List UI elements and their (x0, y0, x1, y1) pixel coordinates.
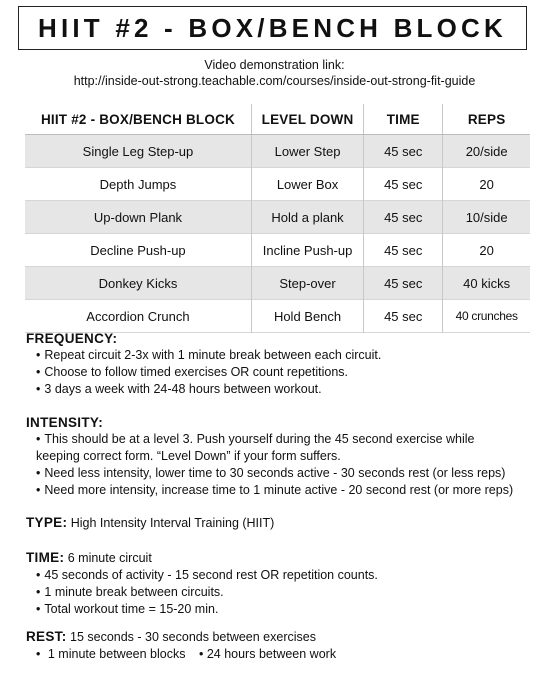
table-row (25, 201, 530, 234)
header-reps: REPS (443, 104, 530, 135)
table-row (25, 135, 530, 168)
table-row (25, 300, 530, 333)
time-list (26, 567, 378, 618)
table-header-row (25, 104, 530, 135)
time-cell: 45 sec (364, 201, 443, 234)
level-down-cell: Hold Bench (251, 300, 363, 333)
video-label: Video demonstration link: (204, 58, 345, 72)
rest-section (26, 628, 336, 663)
time-cell: 45 sec (364, 234, 443, 267)
intensity-section (26, 414, 516, 499)
reps-cell: 20 (443, 234, 530, 267)
list-item: • 3 days a week with 24-48 hours between workout. (36, 381, 381, 398)
frequency-list (26, 347, 381, 398)
rest-bullet-separator: • (198, 647, 204, 661)
exercise-cell: Decline Push-up (90, 242, 186, 258)
type-section (26, 514, 274, 532)
level-down-cell: Hold a plank (251, 201, 363, 234)
list-item: • Choose to follow timed exercises OR count repetitions. (36, 364, 381, 381)
page-title: HIIT #2 - BOX/BENCH BLOCK (37, 12, 508, 43)
exercise-cell: Single Leg Step-up (25, 135, 251, 168)
list-item: • 45 seconds of activity - 15 second rest OR repetition counts. (36, 567, 378, 584)
reps-cell: 10/side (443, 201, 530, 234)
time-cell: 45 sec (364, 267, 443, 300)
level-down-cell: Lower Box (251, 168, 363, 201)
type-value: High Intensity Interval Training (HIIT) (70, 516, 275, 530)
workout-table (25, 104, 530, 333)
time-cell: 45 sec (364, 300, 443, 333)
time-section (26, 549, 378, 618)
intensity-heading: INTENSITY: (26, 415, 103, 430)
rest-value: 15 seconds - 30 seconds between exercises (70, 630, 316, 644)
level-down-cell: Incline Push-up (251, 234, 363, 267)
table-row (25, 267, 530, 300)
title-box (18, 6, 527, 50)
level-down-cell: Step-over (251, 267, 363, 300)
reps-cell: 40 crunches (443, 300, 530, 333)
list-item (36, 646, 336, 663)
time-value: 6 minute circuit (67, 551, 152, 565)
frequency-section (26, 330, 381, 398)
reps-cell: 40 kicks (443, 267, 530, 300)
rest-list (26, 646, 336, 663)
time-heading: TIME: (26, 550, 65, 565)
video-link[interactable]: http://inside-out-strong.teachable.com/courses/inside-out-strong-fit-guide (73, 74, 476, 88)
exercise-cell: Accordion Crunch (86, 308, 190, 324)
header-exercise: HIIT #2 - BOX/BENCH BLOCK (25, 104, 251, 135)
table-row (25, 168, 530, 201)
exercise-cell: Depth Jumps (99, 176, 177, 192)
list-item: • 1 minute break between circuits. (36, 584, 378, 601)
time-cell: 45 sec (364, 135, 443, 168)
list-item: • This should be at a level 3. Push yourself during the 45 second exercise while keeping correct form. “Level Down” if your form suffers. (36, 431, 516, 465)
list-item: • Total workout time = 15-20 min. (36, 601, 378, 618)
exercise-cell: Donkey Kicks (25, 267, 251, 300)
table-row (25, 234, 530, 267)
reps-cell: 20/side (443, 135, 530, 168)
intensity-list (26, 431, 516, 499)
frequency-heading: FREQUENCY: (26, 331, 118, 346)
list-item: • Need more intensity, increase time to 1 minute active - 20 second rest (or more reps) (36, 482, 516, 499)
header-level-down: LEVEL DOWN (251, 104, 363, 135)
list-item: • Repeat circuit 2-3x with 1 minute break between each circuit. (36, 347, 381, 364)
time-cell: 45 sec (364, 168, 443, 201)
rest-heading: REST: (26, 629, 67, 644)
rest-bullet-1: 1 minute between blocks (47, 647, 186, 661)
level-down-cell: Lower Step (251, 135, 363, 168)
exercise-cell: Up-down Plank (25, 201, 251, 234)
rest-bullet-2: 24 hours between work (206, 647, 337, 661)
reps-cell: 20 (443, 168, 530, 201)
header-time: TIME (364, 104, 443, 135)
list-item: • Need less intensity, lower time to 30 seconds active - 30 seconds rest (or less reps) (36, 465, 516, 482)
type-heading: TYPE: (26, 515, 68, 530)
